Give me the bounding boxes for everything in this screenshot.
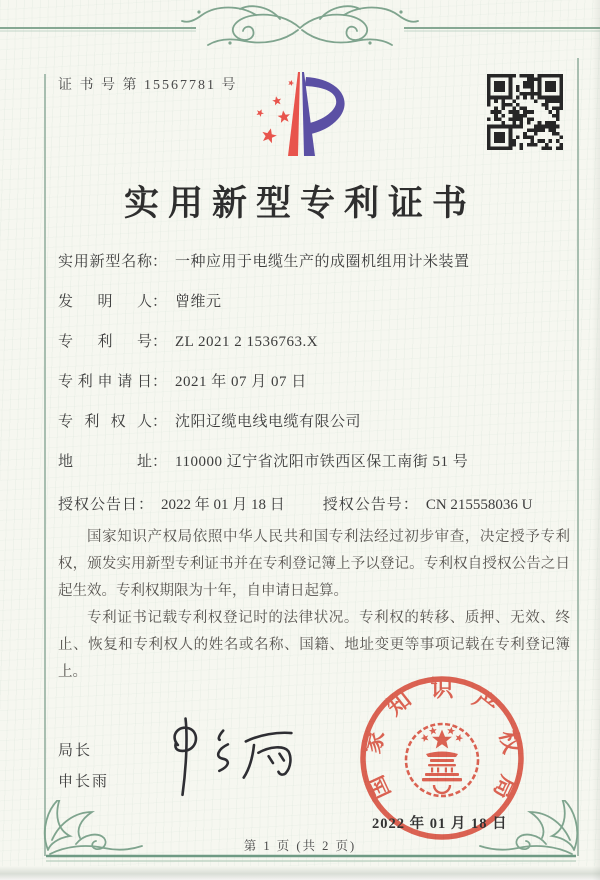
field-inventor: 发明人 ： 曾维元 — [58, 294, 222, 310]
field-patent-number: 专利号 ： ZL 2021 2 1536763.X — [58, 334, 319, 350]
field-label: 专利号 — [58, 334, 152, 350]
field-label: 专利权人 — [58, 414, 152, 430]
legal-paragraph-2: 专利证书记载专利权登记时的法律状况。专利权的转移、质押、无效、终止、恢复和专利权人的姓名或名称、国籍、地址变更等事项记载在专利登记簿上。 — [58, 610, 570, 680]
seal-char: 知 — [382, 686, 416, 721]
field-address: 地址 ： 110000 辽宁省沈阳市铁西区保工南街 51 号 — [58, 454, 469, 470]
signer-block — [58, 736, 109, 798]
field-value: 沈阳辽缆电线电缆有限公司 — [175, 414, 362, 430]
seal-date: 2022 年 01 月 18 日 — [372, 816, 508, 832]
field-value: 一种应用于电缆生产的成圈机组用计米装置 — [175, 254, 470, 270]
field-value: 曾维元 — [175, 294, 222, 310]
national-emblem — [406, 724, 478, 796]
seal-char: 局 — [488, 771, 522, 804]
field-label: 地址 — [58, 454, 152, 470]
field-value: 110000 辽宁省沈阳市铁西区保工南街 51 号 — [175, 454, 469, 470]
seal-char: 识 — [430, 676, 454, 701]
qr-code — [487, 74, 563, 150]
field-utility-name: 实用新型名称 ： 一种应用于电缆生产的成圈机组用计米装置 — [58, 254, 470, 270]
grant-date: 授权公告日 ： 2022 年 01 月 18 日 — [58, 497, 285, 513]
field-value: ZL 2021 2 1536763.X — [175, 334, 319, 350]
signer-title: 局长 — [58, 743, 93, 759]
legal-paragraph-1: 国家知识产权局依照中华人民共和国专利法经过初步审查，决定授予专利权，颁发实用新型专利证书并在专利登记簿上予以登记。专利权自授权公告之日起生效。专利权期限为十年，自申请日起算。 — [58, 529, 570, 599]
field-patentee: 专利权人 ： 沈阳辽缆电线电缆有限公司 — [58, 414, 362, 430]
page-number: 第 1 页 (共 2 页) — [243, 839, 357, 853]
field-label: 实用新型名称 — [58, 254, 152, 270]
legal-text — [58, 524, 570, 686]
page-title: 实用新型专利证书 — [123, 184, 476, 223]
field-filing-date: 专利申请日 ： 2021 年 07 月 07 日 — [58, 374, 307, 390]
field-label: 专利申请日 — [58, 374, 152, 390]
signature — [148, 708, 323, 803]
seal-char: 权 — [494, 727, 525, 757]
cnipa-logo-icon — [240, 60, 360, 166]
certificate-number: 证 书 号 第 15567781 号 — [58, 78, 238, 93]
seal-char: 家 — [359, 727, 390, 757]
top-border-ornament — [0, 0, 600, 60]
field-value: 2021 年 07 月 07 日 — [175, 374, 307, 390]
seal-char: 国 — [362, 771, 396, 804]
field-label: 发明人 — [58, 294, 152, 310]
seal-char: 产 — [468, 686, 502, 721]
grant-number: 授权公告号 ： CN 215558036 U — [322, 497, 533, 513]
field-list — [58, 254, 570, 514]
grant-row — [58, 497, 570, 514]
page-right-edge — [592, 0, 600, 880]
signer-name: 申长雨 — [58, 774, 110, 790]
page-bottom-edge — [0, 866, 600, 880]
